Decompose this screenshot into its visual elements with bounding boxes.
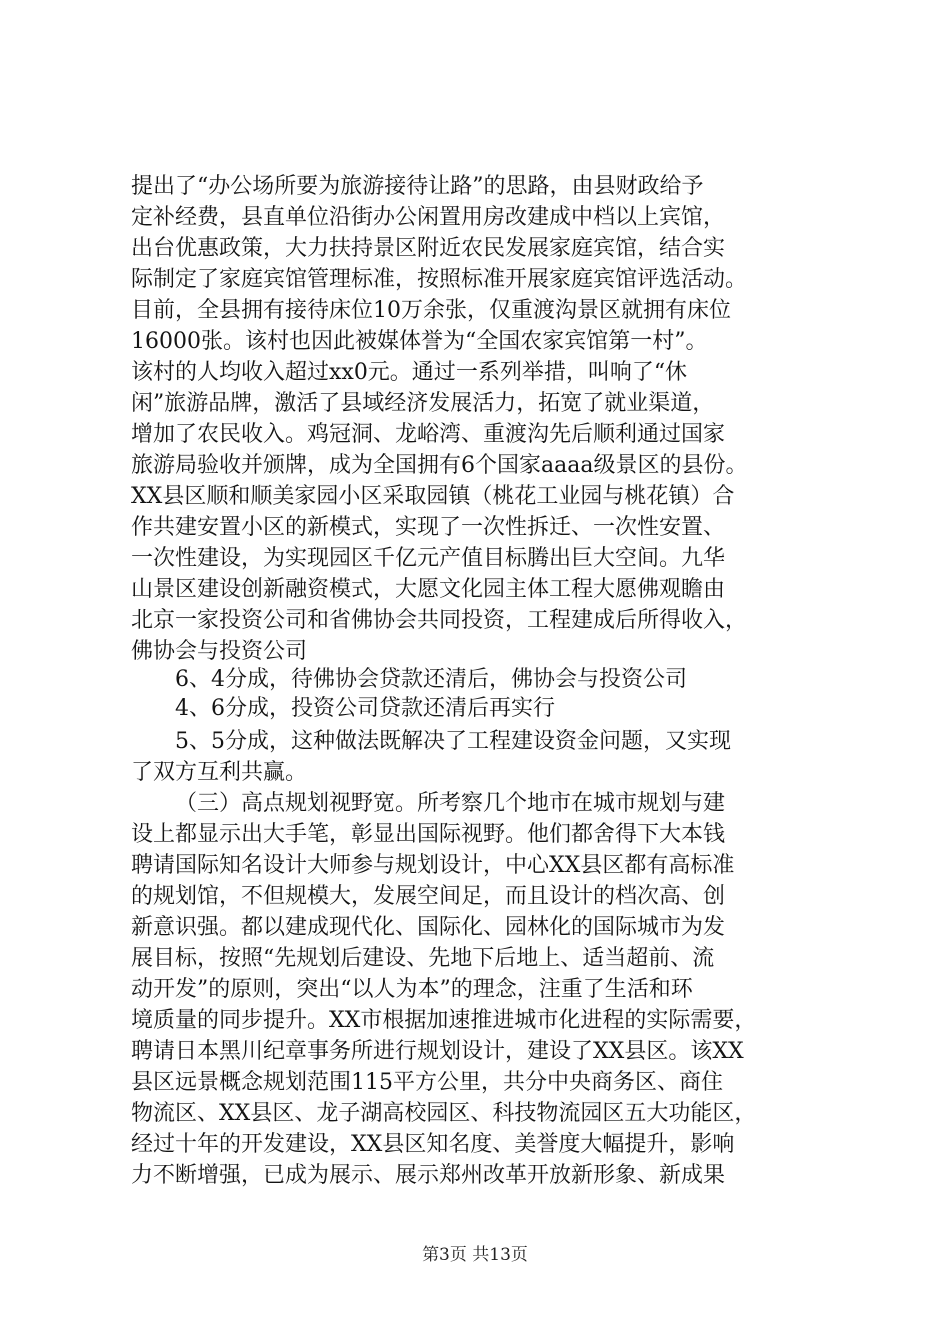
body-text-line: 力不断增强，已成为展示、展示郑州改革开放新形象、新成果 <box>131 1163 726 1188</box>
body-text-line: 目前，全县拥有接待床位10万余张，仅重渡沟景区就拥有床位 <box>131 298 731 323</box>
body-text-line: 增加了农民收入。鸡冠洞、龙峪湾、重渡沟先后顺利通过国家 <box>131 422 726 447</box>
body-text-line: 提出了“办公场所要为旅游接待让路”的思路，由县财政给予 <box>131 174 704 199</box>
body-text-line: 北京一家投资公司和省佛协会共同投资，工程建成后所得收入， <box>131 608 748 633</box>
body-text-line: 5、5分成，这种做法既解决了工程建设资金问题，又实现 <box>175 729 731 754</box>
body-text-line: 的规划馆，不但规模大，发展空间足，而且设计的档次高、创 <box>131 884 726 909</box>
body-text-line: 该村的人均收入超过xx0元。通过一系列举措，叫响了“休 <box>131 360 688 385</box>
body-text-line: 山景区建设创新融资模式，大愿文化园主体工程大愿佛观瞻由 <box>131 577 726 602</box>
body-text-line: 设上都显示出大手笔，彰显出国际视野。他们都舍得下大本钱 <box>131 822 726 847</box>
body-text-line: 际制定了家庭宾馆管理标准，按照标准开展家庭宾馆评选活动。 <box>131 267 748 292</box>
page-number-footer: 第3页 共13页 <box>422 1245 528 1265</box>
body-text-line: 作共建安置小区的新模式，实现了一次性拆迁、一次性安置、 <box>131 515 726 540</box>
body-text-line: 聘请国际知名设计大师参与规划设计，中心XX县区都有高标准 <box>131 853 735 878</box>
body-text-line: 旅游局验收并颁牌，成为全国拥有6个国家aaaa级景区的县份。 <box>131 453 748 478</box>
body-text-line: 物流区、XX县区、龙子湖高校园区、科技物流园区五大功能区， <box>131 1101 757 1126</box>
body-text-line: 16000张。该村也因此被媒体誉为“全国农家宾馆第一村”。 <box>131 329 708 354</box>
body-text-line: 境质量的同步提升。XX市根据加速推进城市化进程的实际需要， <box>131 1008 757 1033</box>
body-text-line: 一次性建设，为实现园区千亿元产值目标腾出巨大空间。九华 <box>131 546 726 571</box>
body-text-line: 6、4分成，待佛协会贷款还清后，佛协会与投资公司 <box>175 667 687 692</box>
body-text-line: 聘请日本黑川纪章事务所进行规划设计，建设了XX县区。该XX <box>131 1039 744 1064</box>
body-text-line: 闲”旅游品牌，激活了县域经济发展活力，拓宽了就业渠道， <box>131 391 715 416</box>
body-text-line: XX县区顺和顺美家园小区采取园镇（桃花工业园与桃花镇）合 <box>131 484 735 509</box>
body-text-line: 县区远景概念规划范围115平方公里，共分中央商务区、商住 <box>131 1070 723 1095</box>
body-text-line: 佛协会与投资公司 <box>131 639 308 664</box>
body-text-line: 定补经费，县直单位沿街办公闲置用房改建成中档以上宾馆， <box>131 205 726 230</box>
section-heading-line: （三）高点规划视野宽。所考察几个地市在城市规划与建 <box>175 791 726 816</box>
body-text-line: 经过十年的开发建设，XX县区知名度、美誉度大幅提升，影响 <box>131 1132 735 1157</box>
body-text-line: 了双方互利共赢。 <box>131 760 308 785</box>
body-text-line: 4、6分成，投资公司贷款还清后再实行 <box>175 696 555 721</box>
body-text-line: 展目标，按照“先规划后建设、先地下后地上、适当超前、流 <box>131 946 715 971</box>
body-text-line: 新意识强。都以建成现代化、国际化、园林化的国际城市为发 <box>131 915 726 940</box>
body-text-line: 出台优惠政策，大力扶持景区附近农民发展家庭宾馆，结合实 <box>131 236 726 261</box>
body-text-line: 动开发”的原则，突出“以人为本”的理念，注重了生活和环 <box>131 977 693 1002</box>
